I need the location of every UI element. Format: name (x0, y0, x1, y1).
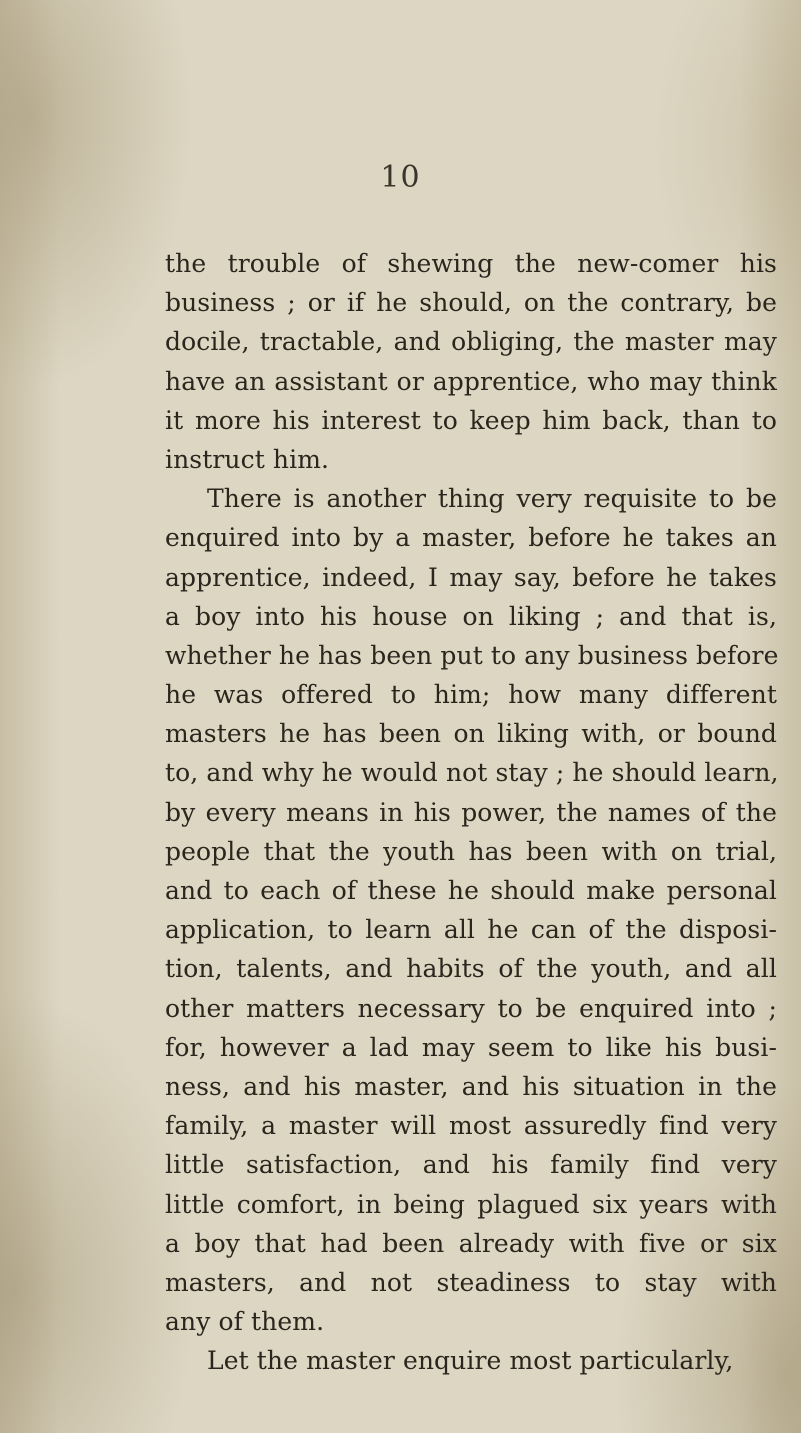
body-text (165, 244, 777, 1380)
text-line: people that the youth has been with on trial, (165, 836, 777, 866)
text-line: any of them. (165, 1307, 325, 1337)
text-line: masters, and not steadiness to stay with (165, 1267, 777, 1297)
page-number: 10 (380, 160, 421, 195)
text-line: the trouble of shewing the new-comer his (165, 249, 777, 278)
text-line: whether he has been put to any business before (165, 640, 779, 670)
text-line: little comfort, in being plagued six years with (165, 1189, 777, 1219)
text-line: for, however a lad may seem to like his busi- (165, 1032, 777, 1062)
text-line: business ; or if he should, on the contrary, be (165, 288, 777, 318)
text-line: a boy into his house on liking ; and that is, (165, 601, 777, 631)
text-line: masters he has been on liking with, or bound (165, 719, 777, 749)
text-line: instruct him. (165, 444, 330, 474)
text-line: little satisfaction, and his family find very (165, 1150, 777, 1180)
text-line: have an assistant or apprentice, who may think (165, 366, 777, 396)
text-line: ness, and his master, and his situation in the (165, 1071, 777, 1101)
text-line: by every means in his power, the names of the (165, 797, 777, 827)
text-line: and to each of these he should make personal (165, 876, 777, 905)
text-line: a boy that had been already with five or six (165, 1228, 777, 1258)
text-line: enquired into by a master, before he takes an (165, 523, 777, 553)
text-line: he was offered to him; how many different (165, 680, 777, 710)
paragraph-start-line: There is another thing very requisite to be (207, 484, 777, 514)
text-line: family, a master will most assuredly find very (165, 1111, 777, 1141)
text-line: other matters necessary to be enquired into ; (165, 993, 777, 1023)
text-line: tion, talents, and habits of the youth, and all (165, 954, 777, 984)
text-line: apprentice, indeed, I may say, before he takes (165, 562, 777, 592)
text-line: to, and why he would not stay ; he should learn, (165, 758, 779, 788)
text-line: application, to learn all he can of the disposi- (165, 915, 777, 945)
text-line: it more his interest to keep him back, than to (165, 405, 777, 435)
text-line: docile, tractable, and obliging, the master may (165, 327, 777, 357)
paragraph-start-line: Let the master enquire most particularly, (207, 1346, 734, 1376)
